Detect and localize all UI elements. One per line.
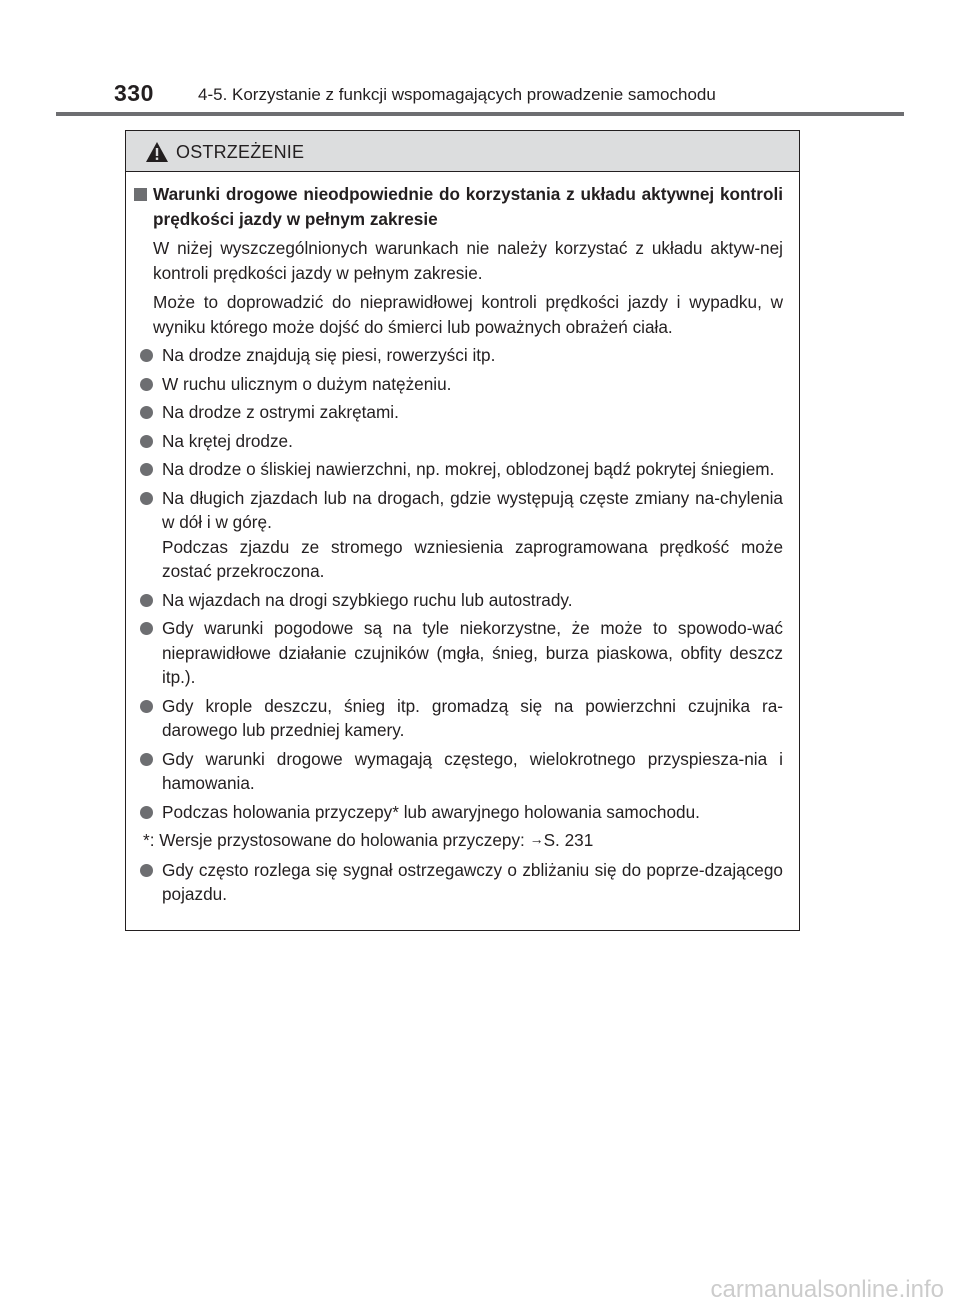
warning-paragraph: Może to doprowadzić do nieprawidłowej kontroli prędkości jazdy i wypadku, w wyniku którego może dojść do śmierci lub poważnych obrażeń ciała. — [153, 292, 783, 337]
warning-paragraph: W niżej wyszczególnionych warunkach nie należy korzystać z układu aktyw-nej kontroli prędkości jazdy w pełnym zakresie. — [153, 238, 783, 283]
page-header — [0, 0, 960, 116]
warning-heading-text: Warunki drogowe nieodpowiednie do korzystania z układu aktywnej kontroli prędkości jazdy w pełnym zakresie — [153, 184, 783, 229]
list-item — [140, 457, 783, 482]
circle-bullet-icon — [140, 753, 153, 766]
warning-label: OSTRZEŻENIE — [176, 142, 305, 162]
list-item-text: Gdy warunki drogowe wymagają częstego, wielokrotnego przyspiesza-nia i hamowania. — [162, 748, 783, 793]
list-item-note: Podczas zjazdu ze stromego wzniesienia zaprogramowana prędkość może zostać przekroczona. — [162, 536, 783, 581]
list-item — [140, 616, 783, 690]
warning-box — [125, 130, 800, 931]
list-item-main: Na długich zjazdach lub na drogach, gdzie występują częste zmiany na-chylenia w dół i w górę. — [162, 487, 783, 532]
circle-bullet-icon — [140, 435, 153, 448]
warning-heading — [134, 182, 783, 231]
list-item-text: Gdy warunki pogodowe są na tyle niekorzystne, że może to spowodo-wać nieprawidłowe działanie czujników (mgła, śnieg, burza piaskowa, obfity deszcz itp.). — [162, 618, 783, 687]
page-reference-link[interactable]: S. 231 — [543, 830, 594, 850]
list-item-text: Podczas holowania przyczepy* lub awaryjnego holowania samochodu. — [162, 801, 700, 822]
circle-bullet-icon — [140, 492, 153, 505]
list-item-text: Na wjazdach na drogi szybkiego ruchu lub autostrady. — [162, 589, 573, 610]
warning-body — [126, 172, 799, 907]
circle-bullet-icon — [140, 864, 153, 877]
list-item — [140, 800, 783, 825]
list-item-text — [162, 486, 783, 584]
list-item-text: W ruchu ulicznym o dużym natężeniu. — [162, 373, 452, 394]
circle-bullet-icon — [140, 806, 153, 819]
watermark-text: carmanualsonline.info — [710, 1276, 944, 1303]
list-item-text: Na drodze z ostrymi zakrętami. — [162, 402, 399, 422]
list-item-text: Na drodze znajdują się piesi, rowerzyści itp. — [162, 345, 496, 365]
list-item-text: Gdy krople deszczu, śnieg itp. gromadzą się na powierzchni czujnika ra-darowego lub przedniej kamery. — [162, 695, 783, 740]
list-item — [140, 486, 783, 584]
warning-triangle-icon — [145, 141, 169, 163]
condition-list-continued — [134, 858, 783, 907]
list-item-text: Na krętej drodze. — [162, 430, 293, 451]
circle-bullet-icon — [140, 700, 153, 713]
list-item — [140, 694, 783, 743]
circle-bullet-icon — [140, 349, 153, 362]
condition-list — [134, 343, 783, 824]
list-item — [140, 400, 783, 425]
list-item — [140, 747, 783, 796]
list-item — [140, 372, 783, 397]
circle-bullet-icon — [140, 406, 153, 419]
header-divider — [56, 112, 904, 116]
list-item-text: Na drodze o śliskiej nawierzchni, np. mokrej, oblodzonej bądź pokrytej śniegiem. — [162, 459, 775, 479]
section-title: 4-5. Korzystanie z funkcji wspomagających prowadzenie samochodu — [198, 85, 716, 104]
footnote — [143, 828, 783, 854]
warning-header — [126, 131, 799, 172]
circle-bullet-icon — [140, 594, 153, 607]
page-number: 330 — [114, 80, 154, 106]
footnote-text: *: Wersje przystosowane do holowania przyczepy: — [143, 830, 525, 850]
square-bullet-icon — [134, 188, 147, 201]
arrow-right-icon: → — [529, 831, 544, 847]
list-item — [140, 343, 783, 368]
circle-bullet-icon — [140, 378, 153, 391]
circle-bullet-icon — [140, 463, 153, 476]
list-item — [140, 429, 783, 454]
circle-bullet-icon — [140, 622, 153, 635]
list-item-text: Gdy często rozlega się sygnał ostrzegawczy o zbliżaniu się do poprze-dzającego pojazdu. — [162, 859, 783, 904]
list-item — [140, 588, 783, 613]
list-item — [140, 858, 783, 907]
